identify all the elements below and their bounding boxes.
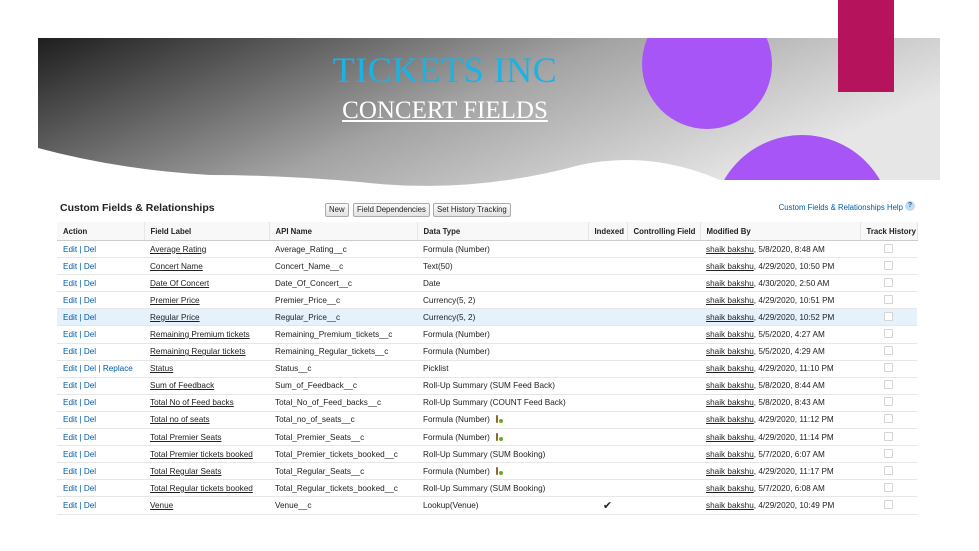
- edit-link[interactable]: Edit: [63, 364, 78, 374]
- indexed-check-icon: ✔: [602, 499, 613, 512]
- action-separator: |: [79, 295, 82, 305]
- modified-date: , 4/29/2020, 11:17 PM: [753, 466, 834, 476]
- track-history-checkbox[interactable]: [884, 346, 893, 355]
- del-link[interactable]: Del: [83, 432, 97, 442]
- controlling-field-icon: [496, 415, 502, 423]
- action-cell: [57, 309, 144, 326]
- action-cell: [57, 377, 144, 394]
- col-indexed: Indexed: [588, 222, 627, 241]
- data-type: Roll-Up Summary (SUM Booking): [423, 483, 546, 493]
- action-separator: |: [79, 500, 82, 510]
- edit-link[interactable]: Edit: [63, 244, 78, 254]
- table-row: [57, 292, 917, 309]
- api-name: Total_Premier_Seats__c: [275, 432, 365, 442]
- api-name: Sum_of_Feedback__c: [275, 381, 357, 391]
- track-history-checkbox[interactable]: [884, 312, 893, 321]
- del-link[interactable]: Del: [83, 312, 97, 322]
- action-cell: [57, 326, 144, 343]
- del-link[interactable]: Del: [83, 347, 97, 357]
- modified-date: , 5/8/2020, 8:43 AM: [753, 398, 825, 408]
- data-type: Formula (Number): [423, 466, 490, 476]
- data-type: Date: [423, 278, 441, 288]
- modified-date: , 4/30/2020, 2:50 AM: [753, 278, 830, 288]
- api-name: Remaining_Premium_tickets__c: [275, 330, 393, 340]
- action-separator: |: [79, 449, 82, 459]
- api-name: Venue__c: [275, 500, 312, 510]
- edit-link[interactable]: Edit: [63, 500, 78, 510]
- field-label-link[interactable]: Premier Price: [150, 295, 200, 305]
- slide-title: TICKETS INC: [332, 50, 558, 90]
- track-history-checkbox[interactable]: [884, 380, 893, 389]
- action-separator: |: [79, 364, 82, 374]
- field-label-link[interactable]: Status: [150, 364, 174, 374]
- field-label-link[interactable]: Total no of seats: [150, 415, 210, 425]
- field-label-link[interactable]: Sum of Feedback: [150, 381, 215, 391]
- data-type: Roll-Up Summary (SUM Booking): [423, 449, 546, 459]
- new-button[interactable]: New: [325, 203, 349, 217]
- data-type: Formula (Number): [423, 244, 490, 254]
- modified-date: , 5/7/2020, 6:07 AM: [753, 449, 825, 459]
- panel-title: Custom Fields & Relationships: [60, 202, 215, 214]
- col-modified-by: Modified By: [700, 222, 860, 241]
- data-type: Currency(5, 2): [423, 312, 476, 322]
- table-row: [57, 411, 917, 428]
- api-name: Total_Regular_Seats__c: [275, 466, 365, 476]
- modified-by-user-link[interactable]: shaik bakshu: [706, 381, 754, 391]
- api-name: Remaining_Regular_tickets__c: [275, 347, 389, 357]
- col-data-type: Data Type: [417, 222, 588, 241]
- api-name: Concert_Name__c: [275, 261, 344, 271]
- del-link[interactable]: Del: [83, 415, 97, 425]
- table-row: [57, 241, 917, 258]
- table-row: [57, 377, 917, 394]
- panel-header: [57, 197, 917, 222]
- field-dependencies-button[interactable]: Field Dependencies: [353, 203, 430, 217]
- action-cell: [57, 480, 144, 497]
- fields-table: [57, 222, 918, 515]
- track-history-checkbox[interactable]: [884, 329, 893, 338]
- del-link[interactable]: Del: [83, 364, 97, 374]
- table-header-row: [57, 222, 917, 241]
- action-separator: |: [79, 381, 82, 391]
- modified-date: , 5/7/2020, 6:08 AM: [753, 483, 825, 493]
- field-label-link[interactable]: Venue: [150, 500, 174, 510]
- modified-date: , 4/29/2020, 11:10 PM: [753, 364, 834, 374]
- controlling-field-icon: [496, 433, 502, 441]
- api-name: Total_Regular_tickets_booked__c: [275, 483, 398, 493]
- modified-date: , 4/29/2020, 11:14 PM: [753, 432, 834, 442]
- table-row: [57, 446, 917, 463]
- edit-link[interactable]: Edit: [63, 483, 78, 493]
- action-cell: [57, 343, 144, 360]
- field-label-link[interactable]: Average Rating: [150, 244, 207, 254]
- api-name: Total_no_of_seats__c: [275, 415, 355, 425]
- action-separator: |: [79, 261, 82, 271]
- action-cell: [57, 394, 144, 411]
- track-history-checkbox[interactable]: [884, 500, 893, 509]
- table-row: [57, 394, 917, 411]
- modified-by-user-link[interactable]: shaik bakshu: [706, 449, 754, 459]
- col-track-history: Track History: [860, 222, 917, 241]
- modified-date: , 4/29/2020, 10:50 PM: [753, 261, 835, 271]
- edit-link[interactable]: Edit: [63, 381, 78, 391]
- data-type: Text(50): [423, 261, 453, 271]
- table-row: [57, 258, 917, 275]
- field-label-link[interactable]: Total Regular Seats: [150, 466, 222, 476]
- del-link[interactable]: Del: [83, 449, 97, 459]
- data-type: Formula (Number): [423, 347, 490, 357]
- action-cell: [57, 446, 144, 463]
- modified-by-user-link[interactable]: shaik bakshu: [706, 466, 754, 476]
- track-history-checkbox[interactable]: [884, 278, 893, 287]
- api-name: Premier_Price__c: [275, 295, 341, 305]
- custom-fields-panel: [57, 197, 917, 517]
- action-separator: |: [79, 347, 82, 357]
- data-type: Formula (Number): [423, 415, 490, 425]
- edit-link[interactable]: Edit: [63, 278, 78, 288]
- del-link[interactable]: Del: [83, 244, 97, 254]
- table-row: [57, 497, 917, 514]
- track-history-checkbox[interactable]: [884, 483, 893, 492]
- action-separator: |: [79, 466, 82, 476]
- field-label-link[interactable]: Total No of Feed backs: [150, 398, 234, 408]
- api-name: Total_Premier_tickets_booked__c: [275, 449, 398, 459]
- field-label-link[interactable]: Total Premier tickets booked: [150, 449, 253, 459]
- replace-link[interactable]: Replace: [102, 364, 133, 374]
- edit-link[interactable]: Edit: [63, 432, 78, 442]
- action-cell: [57, 258, 144, 275]
- del-link[interactable]: Del: [83, 330, 97, 340]
- modified-by-user-link[interactable]: shaik bakshu: [706, 415, 754, 425]
- action-cell: [57, 429, 144, 446]
- field-label-link[interactable]: Regular Price: [150, 312, 200, 322]
- modified-by-user-link[interactable]: shaik bakshu: [706, 244, 754, 254]
- data-type: Picklist: [423, 364, 449, 374]
- modified-date: , 5/8/2020, 8:48 AM: [753, 244, 825, 254]
- modified-by-user-link[interactable]: shaik bakshu: [706, 398, 754, 408]
- api-name: Date_Of_Concert__c: [275, 278, 352, 288]
- track-history-checkbox[interactable]: [884, 244, 893, 253]
- action-separator: |: [79, 415, 82, 425]
- col-field-label: Field Label: [144, 222, 269, 241]
- track-history-checkbox[interactable]: [884, 397, 893, 406]
- data-type: Formula (Number): [423, 330, 490, 340]
- table-row: [57, 463, 917, 480]
- del-link[interactable]: Del: [83, 295, 97, 305]
- modified-date: , 5/8/2020, 8:44 AM: [753, 381, 825, 391]
- col-api-name: API Name: [269, 222, 417, 241]
- field-label-link[interactable]: Date Of Concert: [150, 278, 210, 288]
- controlling-field-icon: [496, 467, 502, 475]
- track-history-checkbox[interactable]: [884, 466, 893, 475]
- field-label-link[interactable]: Total Premier Seats: [150, 432, 222, 442]
- edit-link[interactable]: Edit: [63, 330, 78, 340]
- col-controlling-field: Controlling Field: [627, 222, 700, 241]
- help-link[interactable]: Custom Fields & Relationships Help: [778, 203, 903, 212]
- action-cell: [57, 411, 144, 428]
- api-name: Total_No_of_Feed_backs__c: [275, 398, 382, 408]
- edit-link[interactable]: Edit: [63, 295, 78, 305]
- field-label-link[interactable]: Total Regular tickets booked: [150, 483, 253, 493]
- field-label-link[interactable]: Remaining Regular tickets: [150, 347, 246, 357]
- action-separator: |: [98, 364, 101, 374]
- track-history-checkbox[interactable]: [884, 449, 893, 458]
- track-history-checkbox[interactable]: [884, 432, 893, 441]
- modified-date: , 4/29/2020, 10:52 PM: [753, 312, 835, 322]
- del-link[interactable]: Del: [83, 483, 97, 493]
- action-cell: [57, 241, 144, 258]
- data-type: Lookup(Venue): [423, 500, 479, 510]
- modified-date: , 5/5/2020, 4:27 AM: [753, 330, 825, 340]
- table-row: [57, 429, 917, 446]
- track-history-checkbox[interactable]: [884, 295, 893, 304]
- track-history-checkbox[interactable]: [884, 363, 893, 372]
- del-link[interactable]: Del: [83, 466, 97, 476]
- action-cell: [57, 275, 144, 292]
- table-row: [57, 360, 917, 377]
- edit-link[interactable]: Edit: [63, 449, 78, 459]
- del-link[interactable]: Del: [83, 261, 97, 271]
- action-cell: [57, 497, 144, 514]
- edit-link[interactable]: Edit: [63, 466, 78, 476]
- modified-by-user-link[interactable]: shaik bakshu: [706, 261, 754, 271]
- table-body: [57, 241, 917, 515]
- modified-by-user-link[interactable]: shaik bakshu: [706, 432, 754, 442]
- modified-by-user-link[interactable]: shaik bakshu: [706, 312, 754, 322]
- api-name: Status__c: [275, 364, 312, 374]
- modified-by-user-link[interactable]: shaik bakshu: [706, 500, 754, 510]
- edit-link[interactable]: Edit: [63, 398, 78, 408]
- action-separator: |: [79, 330, 82, 340]
- data-type: Currency(5, 2): [423, 295, 476, 305]
- del-link[interactable]: Del: [83, 278, 97, 288]
- edit-link[interactable]: Edit: [63, 415, 78, 425]
- track-history-checkbox[interactable]: [884, 414, 893, 423]
- action-cell: [57, 292, 144, 309]
- action-cell: [57, 463, 144, 480]
- action-separator: |: [79, 398, 82, 408]
- field-label-link[interactable]: Concert Name: [150, 261, 203, 271]
- action-separator: |: [79, 244, 82, 254]
- edit-link[interactable]: Edit: [63, 261, 78, 271]
- action-separator: |: [79, 432, 82, 442]
- table-row: [57, 480, 917, 497]
- data-type: Roll-Up Summary (COUNT Feed Back): [423, 398, 566, 408]
- modified-date: , 4/29/2020, 10:51 PM: [753, 295, 835, 305]
- data-type: Formula (Number): [423, 432, 490, 442]
- table-row: [57, 343, 917, 360]
- action-separator: |: [79, 278, 82, 288]
- del-link[interactable]: Del: [83, 381, 97, 391]
- api-name: Average_Rating__c: [275, 244, 347, 254]
- api-name: Regular_Price__c: [275, 312, 341, 322]
- table-row: [57, 326, 917, 343]
- modified-date: , 5/5/2020, 4:29 AM: [753, 347, 825, 357]
- modified-by-user-link[interactable]: shaik bakshu: [706, 347, 754, 357]
- action-cell: [57, 360, 144, 377]
- edit-link[interactable]: Edit: [63, 347, 78, 357]
- track-history-checkbox[interactable]: [884, 261, 893, 270]
- slide-subtitle: CONCERT FIELDS: [342, 97, 548, 124]
- modified-date: , 4/29/2020, 10:49 PM: [753, 500, 835, 510]
- help-icon[interactable]: ?: [905, 201, 915, 211]
- modified-date: , 4/29/2020, 11:12 PM: [753, 415, 834, 425]
- action-separator: |: [79, 312, 82, 322]
- del-link[interactable]: Del: [83, 500, 97, 510]
- col-action: Action: [57, 222, 144, 241]
- modified-by-user-link[interactable]: shaik bakshu: [706, 278, 754, 288]
- table-row: [57, 275, 917, 292]
- set-history-tracking-button[interactable]: Set History Tracking: [433, 203, 511, 217]
- modified-by-user-link[interactable]: shaik bakshu: [706, 295, 754, 305]
- table-row: [57, 309, 917, 326]
- edit-link[interactable]: Edit: [63, 312, 78, 322]
- data-type: Roll-Up Summary (SUM Feed Back): [423, 381, 555, 391]
- modified-by-user-link[interactable]: shaik bakshu: [706, 330, 754, 340]
- field-label-link[interactable]: Remaining Premium tickets: [150, 330, 250, 340]
- del-link[interactable]: Del: [83, 398, 97, 408]
- modified-by-user-link[interactable]: shaik bakshu: [706, 483, 754, 493]
- modified-by-user-link[interactable]: shaik bakshu: [706, 364, 754, 374]
- action-separator: |: [79, 483, 82, 493]
